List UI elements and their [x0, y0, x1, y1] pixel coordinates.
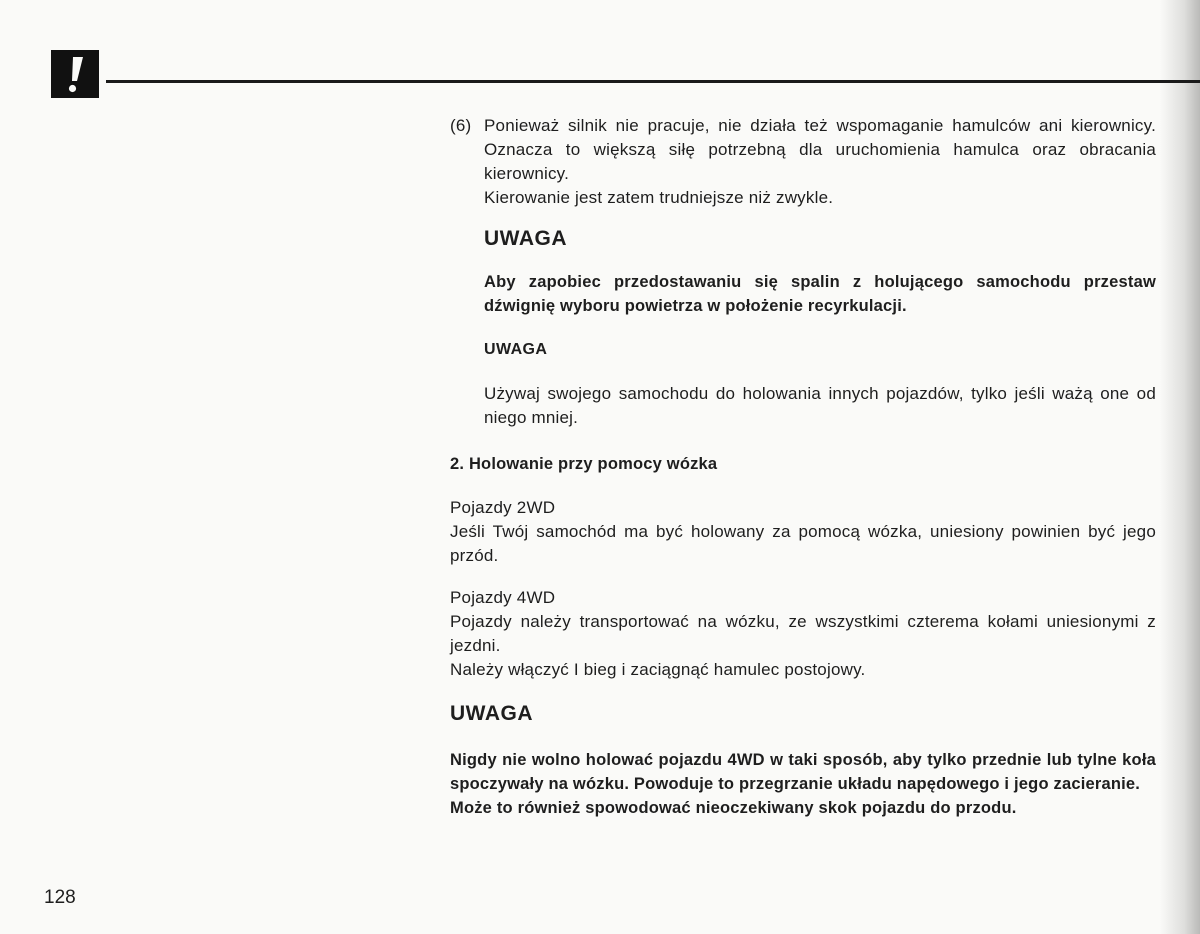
- list-item-6: [450, 114, 1156, 210]
- notice-text-2: Używaj swojego samochodu do holowania innych pojazdów, tylko jeśli ważą one od niego mniej.: [484, 384, 1156, 427]
- notice-text: Aby zapobiec przedostawaniu się spalin z holującego samochodu przestaw dźwignię wyboru powietrza w położenie recyrkulacji.: [484, 273, 1156, 315]
- item-number: (6): [450, 116, 472, 135]
- subsection-text-4wd: Pojazdy należy transportować na wózku, ze wszystkimi czterema kołami uniesionymi z jezdni.: [450, 612, 1156, 655]
- section-title: 2. Holowanie przy pomocy wózka: [450, 455, 718, 473]
- page-edge-shadow: [1160, 0, 1200, 934]
- subsection-label-4wd: Pojazdy 4WD: [450, 588, 556, 607]
- page-number: 128: [44, 887, 76, 908]
- warning-text-2: Może to również spowodować nieoczekiwany skok pojazdu do przodu.: [450, 799, 1017, 817]
- item-text: Ponieważ silnik nie pracuje, nie działa też wspomaganie hamulców ani kierownicy. Oznacza to większą siłę potrzebną dla uruchomienia hamulca oraz obracania kierownicy.: [484, 116, 1156, 183]
- header-rule: [106, 80, 1200, 83]
- subsection-text-2wd: Jeśli Twój samochód ma być holowany za pomocą wózka, uniesiony powinien być jego przód.: [450, 522, 1156, 565]
- item-text-2: Kierowanie jest zatem trudniejsze niż zwykle.: [484, 188, 834, 207]
- subsection-text-4wd-2: Należy włączyć I bieg i zaciągnąć hamulec postojowy.: [450, 660, 866, 679]
- page-content: [450, 114, 1156, 820]
- notice-heading-small: UWAGA: [484, 341, 548, 358]
- subsection-label-2wd: Pojazdy 2WD: [450, 498, 556, 517]
- exclamation-icon: [51, 50, 99, 98]
- warning-heading: UWAGA: [450, 702, 533, 725]
- warning-text: Nigdy nie wolno holować pojazdu 4WD w taki sposób, aby tylko przednie lub tylne koła spoczywały na wózku. Powoduje to przegrzanie układu napędowego i jego zacieranie.: [450, 751, 1156, 793]
- notice-heading: UWAGA: [484, 227, 567, 250]
